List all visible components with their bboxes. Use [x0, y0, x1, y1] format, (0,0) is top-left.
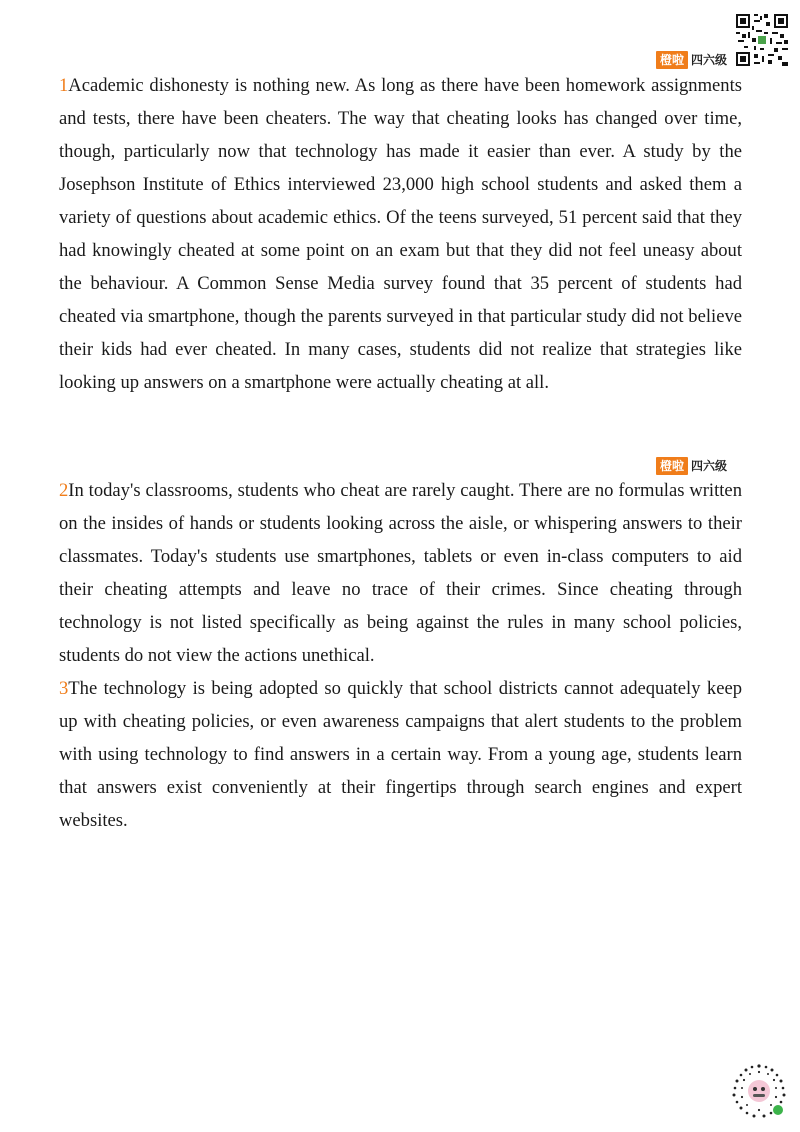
paragraph-number: 1 [59, 75, 69, 96]
paragraph-number: 3 [59, 678, 69, 699]
brand-tag: 橙啦 [656, 457, 688, 475]
brand-suffix: 四六级 [691, 53, 728, 67]
qr-code-icon [736, 14, 788, 66]
brand-badge-top [656, 51, 727, 69]
paragraph-1 [59, 69, 742, 399]
paragraph-text: In today's classrooms, students who cheat are rarely caught. There are no formulas written on the insides of hands or students looking across the aisle, or whispering answers to their classmates. Today's students use smartphones, tablets or even in-class computers to aid their cheating attempts and leave no trace of their crimes. Since cheating through technology is not listed specifically as being against the rules in many school policies, students do not view the actions unethical. [59, 480, 742, 666]
paragraph-number: 2 [59, 480, 69, 501]
brand-tag: 橙啦 [656, 51, 688, 69]
mini-program-code-icon [728, 1060, 790, 1122]
paragraph-2 [59, 474, 742, 672]
paragraph-text: The technology is being adopted so quickly that school districts cannot adequately keep up with cheating policies, or even awareness campaigns that alert students to the problem with using technology to find answers in a certain way. From a young age, students learn that answers exist conveniently at their fingertips through search engines and expert websites. [59, 678, 742, 831]
paragraph-text: Academic dishonesty is nothing new. As long as there have been homework assignments and tests, there have been cheaters. The way that cheating looks has changed over time, though, particularly now that technology has made it easier than ever. A study by the Josephson Institute of Ethics interviewed 23,000 high school students and asked them a variety of questions about academic ethics. Of the teens surveyed, 51 percent said that they had knowingly cheated at some point on an exam but that they did not feel uneasy about the behaviour. A Common Sense Media survey found that 35 percent of students had cheated via smartphone, though the parents surveyed in that particular study did not believe their kids had ever cheated. In many cases, students did not realize that strategies like looking up answers on a smartphone were actually cheating at all. [59, 75, 742, 393]
paragraph-3 [59, 672, 742, 837]
brand-badge-middle [656, 457, 727, 475]
brand-suffix: 四六级 [691, 459, 728, 473]
